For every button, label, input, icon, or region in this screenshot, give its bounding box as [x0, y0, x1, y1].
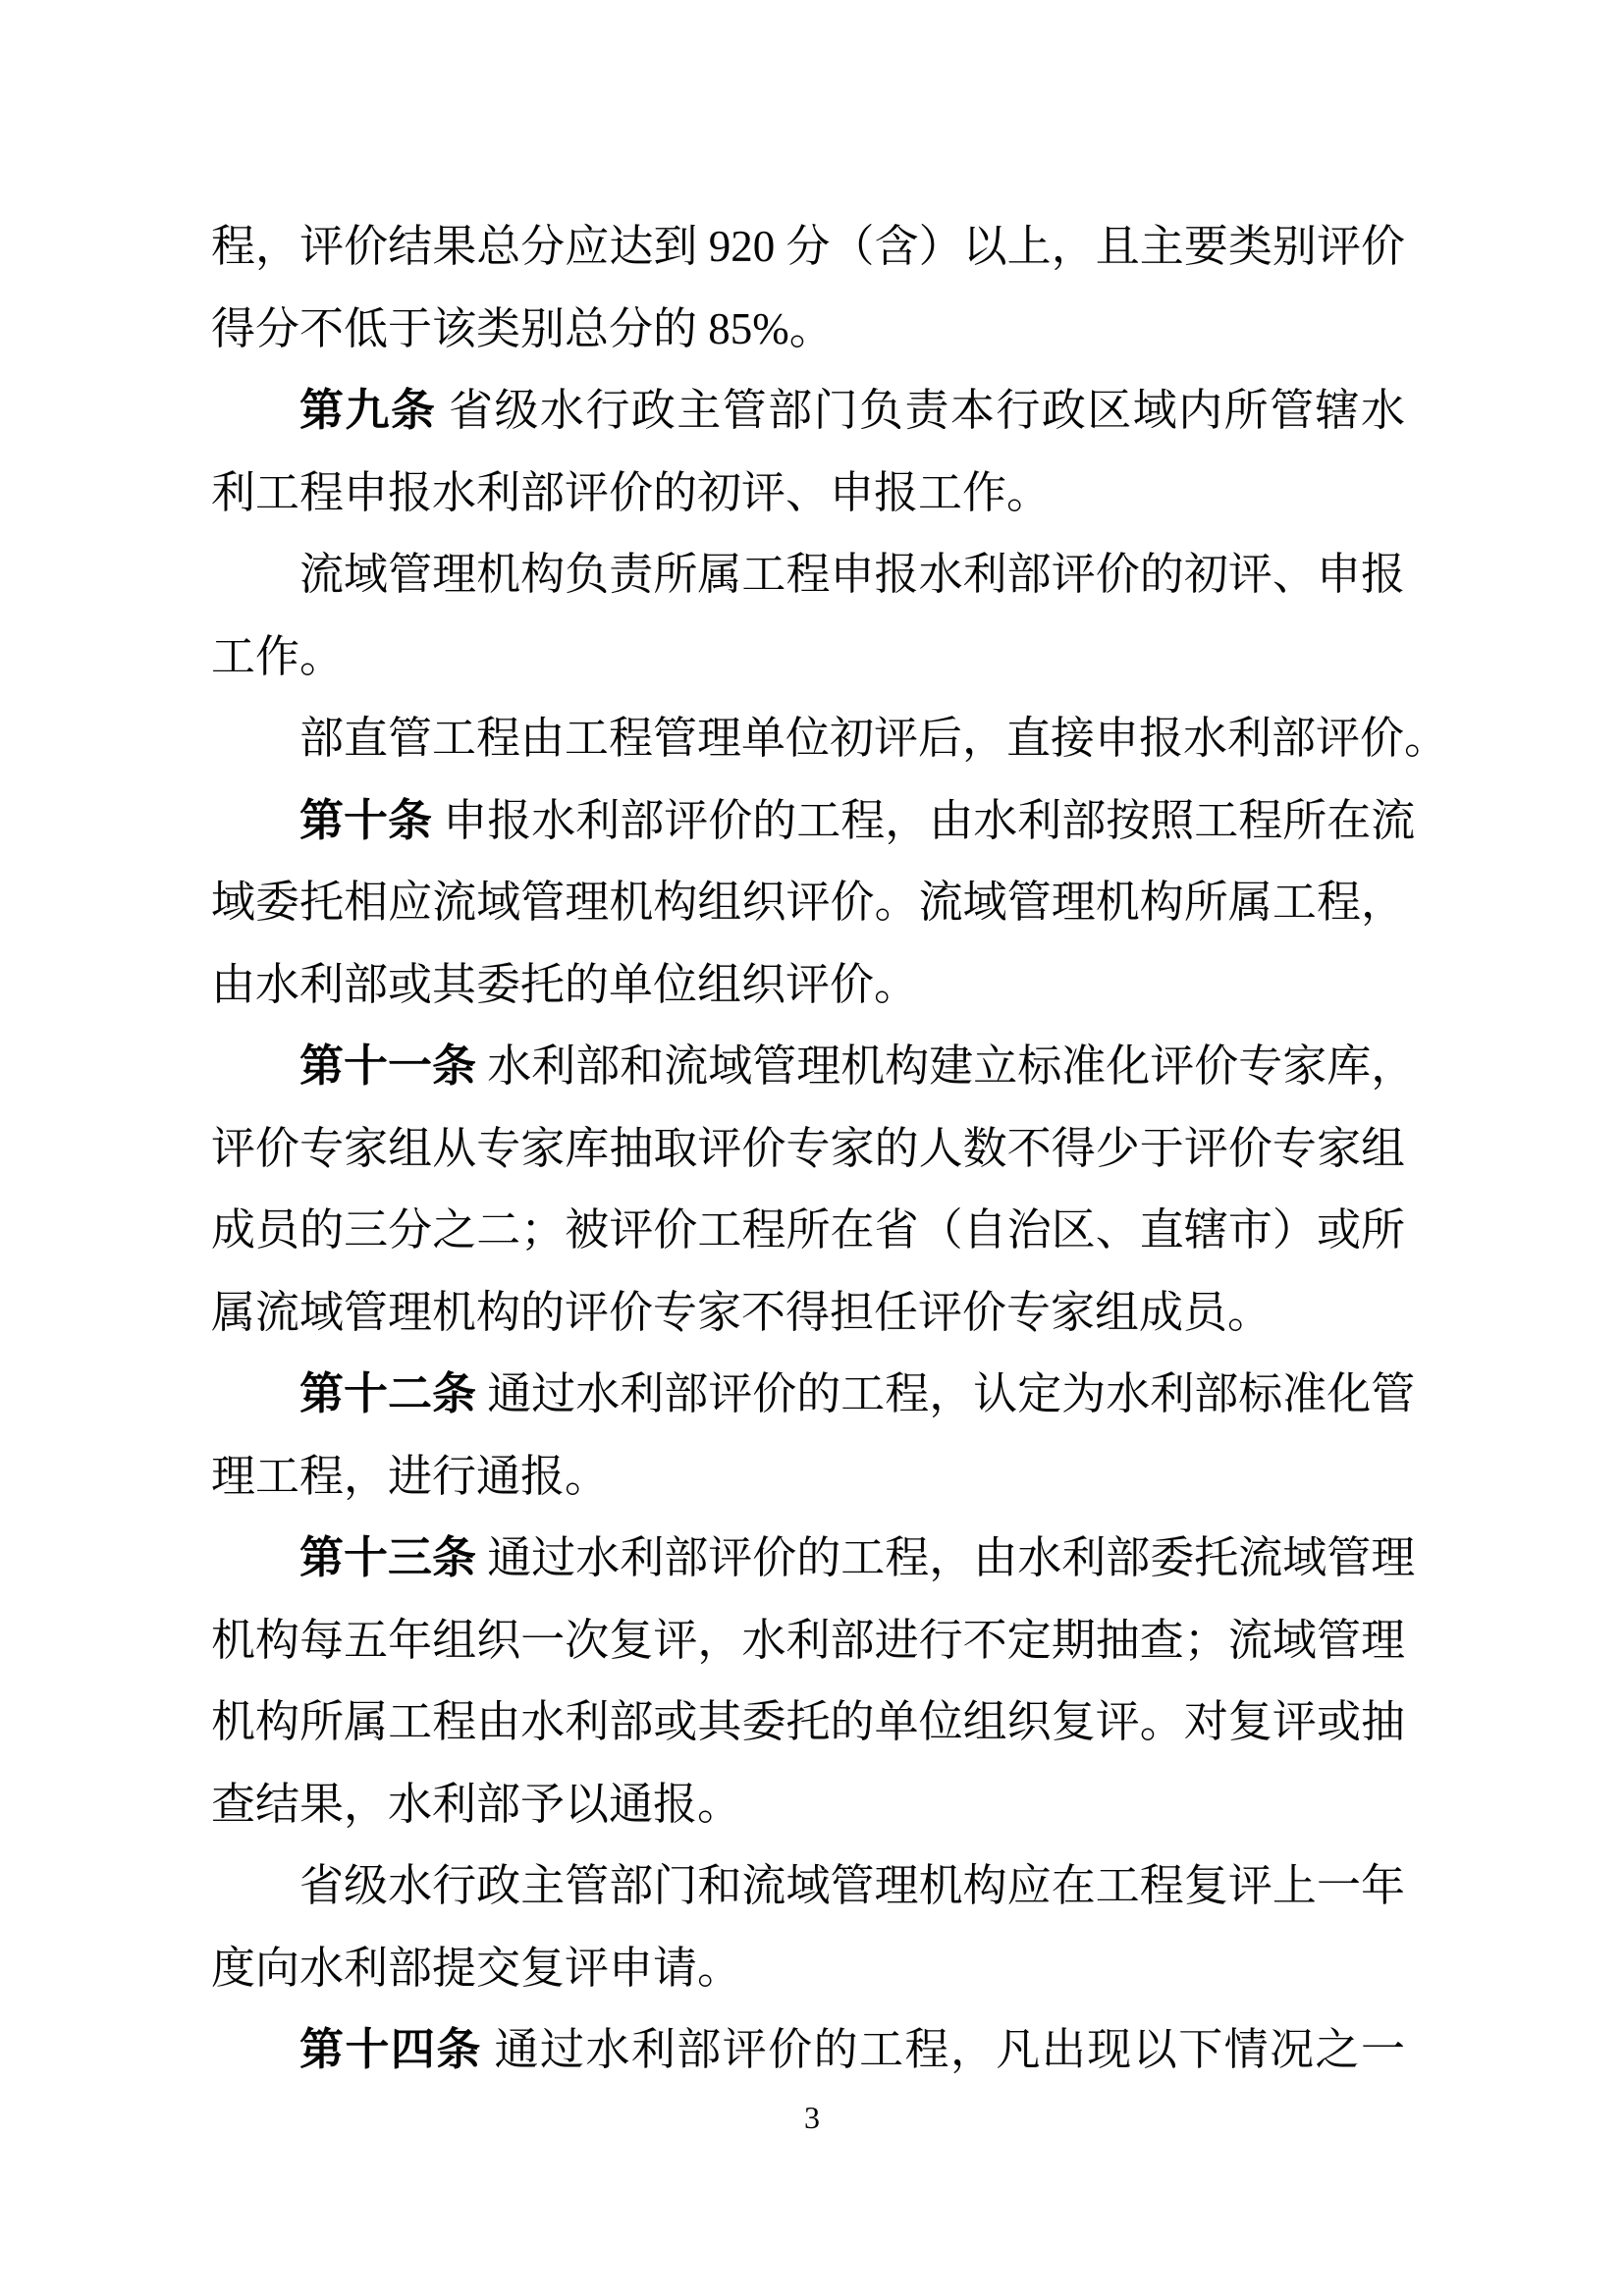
page-footer — [0, 2100, 1624, 2136]
text-run: 省级水行政主管部门和流域管理机构应在工程复评上一年 — [299, 1861, 1405, 1910]
text-line — [211, 1518, 1416, 1600]
text-line — [211, 534, 1405, 616]
text-line — [211, 1682, 1405, 1764]
page-number: 3 — [804, 2100, 820, 2135]
text-line — [211, 1764, 1405, 1846]
text-line — [211, 2009, 1405, 2092]
text-line — [211, 453, 1405, 535]
text-run: 程，评价结果总分应达到 920 分（含）以上，且主要类别评价 — [211, 222, 1405, 271]
text-line — [211, 616, 1405, 699]
text-line — [211, 1600, 1405, 1682]
text-run: 理工程，进行通报。 — [211, 1451, 610, 1501]
text-line — [211, 1354, 1416, 1436]
text-line — [211, 1928, 1405, 2010]
text-run: 度向水利部提交复评申请。 — [211, 1943, 742, 1993]
text-run: 得分不低于该类别总分的 85%。 — [211, 303, 834, 353]
text-line — [211, 698, 1449, 780]
text-run: 机构所属工程由水利部或其委托的单位组织复评。对复评或抽 — [211, 1697, 1405, 1746]
text-line — [211, 1108, 1405, 1191]
text-run: 部直管工程由工程管理单位初评后，直接申报水利部评价。 — [299, 714, 1449, 763]
text-line — [211, 780, 1416, 863]
text-run: 评价专家组从专家库抽取评价专家的人数不得少于评价专家组 — [211, 1123, 1405, 1173]
text-run: 机构每五年组织一次复评，水利部进行不定期抽查；流域管理 — [211, 1615, 1405, 1665]
text-line — [211, 289, 1405, 371]
text-line — [211, 206, 1405, 289]
document-body — [211, 206, 1449, 2092]
text-run: 属流域管理机构的评价专家不得担任评价专家组成员。 — [211, 1287, 1272, 1337]
text-line — [211, 1436, 1405, 1519]
text-run: 通过水利部评价的工程，由水利部委托流域管理 — [476, 1533, 1416, 1582]
text-run: 通过水利部评价的工程，凡出现以下情况之一 — [481, 2025, 1405, 2074]
text-line — [211, 1190, 1405, 1272]
text-line — [211, 1026, 1416, 1108]
article-number-heading: 第十一条 — [299, 1041, 477, 1091]
text-run: 流域管理机构负责所属工程申报水利部评价的初评、申报 — [299, 550, 1405, 599]
text-run: 申报水利部评价的工程，由水利部按照工程所在流 — [432, 795, 1416, 845]
text-line — [211, 370, 1405, 453]
text-run: 成员的三分之二；被评价工程所在省（自治区、直辖市）或所 — [211, 1205, 1405, 1255]
text-run: 域委托相应流域管理机构组织评价。流域管理机构所属工程， — [211, 878, 1405, 927]
text-line — [211, 1272, 1405, 1355]
article-number-heading: 第十四条 — [299, 2025, 482, 2074]
text-run: 由水利部或其委托的单位组织评价。 — [211, 959, 919, 1009]
article-number-heading: 第十三条 — [299, 1533, 477, 1582]
text-line — [211, 1845, 1405, 1928]
text-line — [211, 944, 1405, 1027]
article-number-heading: 第十条 — [299, 795, 433, 845]
text-run: 查结果，水利部予以通报。 — [211, 1779, 742, 1829]
article-number-heading: 第十二条 — [299, 1369, 477, 1418]
text-run: 省级水行政主管部门负责本行政区域内所管辖水 — [436, 386, 1405, 435]
text-line — [211, 862, 1405, 944]
text-run: 通过水利部评价的工程，认定为水利部标准化管 — [476, 1369, 1416, 1418]
text-run: 利工程申报水利部评价的初评、申报工作。 — [211, 467, 1052, 517]
article-number-heading: 第九条 — [299, 386, 437, 435]
text-run: 工作。 — [211, 631, 345, 681]
text-run: 水利部和流域管理机构建立标准化评价专家库， — [476, 1041, 1416, 1091]
